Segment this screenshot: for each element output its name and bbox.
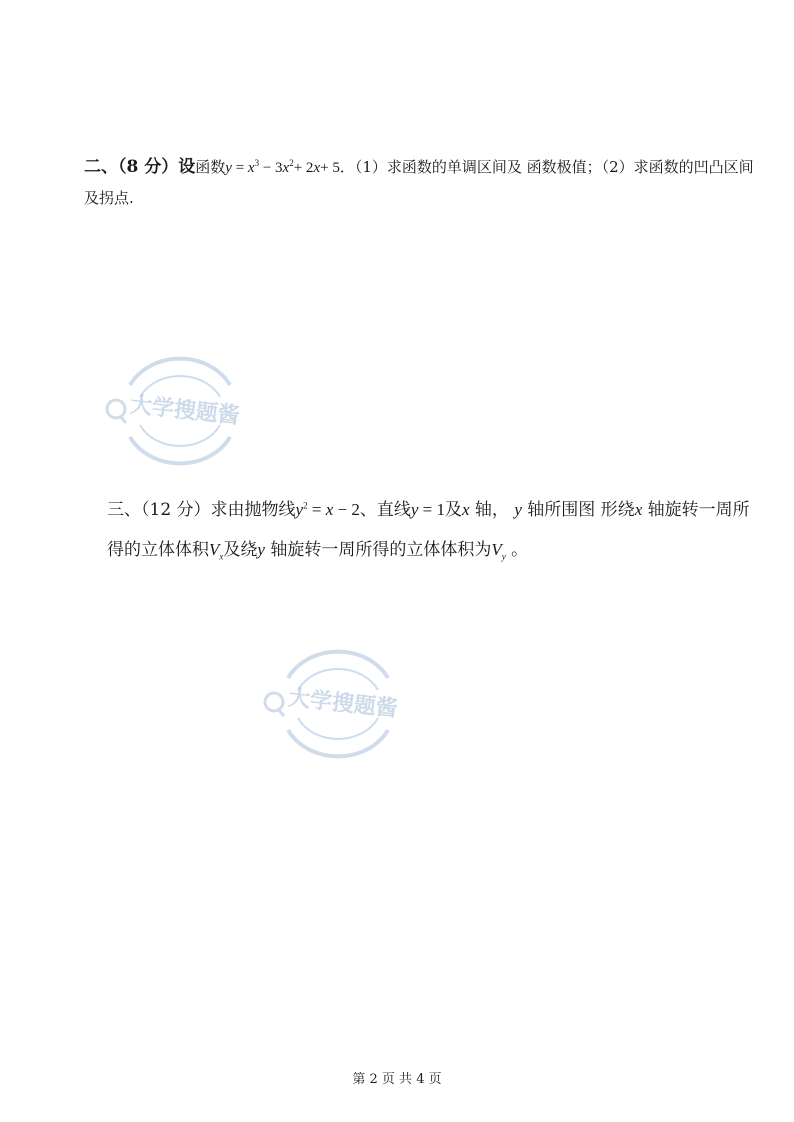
question-2-number: 二、 bbox=[84, 157, 118, 177]
question-2-text-before: 函数 bbox=[195, 158, 226, 176]
chat-bubble-icon bbox=[265, 693, 284, 716]
watermark-stamp bbox=[258, 638, 418, 766]
question-2-score: （8 分） bbox=[118, 157, 179, 177]
question-2-formula: $y = x^3 - 3x^2+ 2x+ 5$ bbox=[225, 158, 340, 176]
question-2 bbox=[84, 152, 754, 213]
parabola-equation: $y^2 = x - 2$ bbox=[295, 500, 360, 519]
page-footer: 第 2 页 共 4 页 bbox=[352, 1072, 442, 1087]
watermark-stamp bbox=[100, 345, 260, 473]
watermark-label: 大学搜题酱 bbox=[286, 685, 399, 723]
question-3-score: （12 分） bbox=[141, 500, 211, 520]
line-equation: y = 1 bbox=[410, 500, 445, 519]
question-3: 三、（12 分）求由抛物线$y^2 = x - 2$、直线y = 1及x 轴， y 轴所围图 形绕x 轴旋转一周所得的立体体积$V_x$及绕y 轴旋转一周所得的立体体积为$V_y$ 。 bbox=[107, 500, 750, 562]
question-2-lead: 设 bbox=[178, 157, 196, 177]
question-2-text-after: ．（1）求函数的单调区间及 函数极值；（2）求函数的凹凸区间及拐点. bbox=[84, 158, 754, 207]
watermark-label: 大学搜题酱 bbox=[128, 392, 241, 430]
chat-bubble-icon bbox=[107, 400, 126, 423]
volume-vy: $V_y$ bbox=[491, 540, 506, 562]
question-3-number: 三、 bbox=[107, 500, 141, 520]
volume-vx: $V_x$ bbox=[209, 540, 224, 562]
